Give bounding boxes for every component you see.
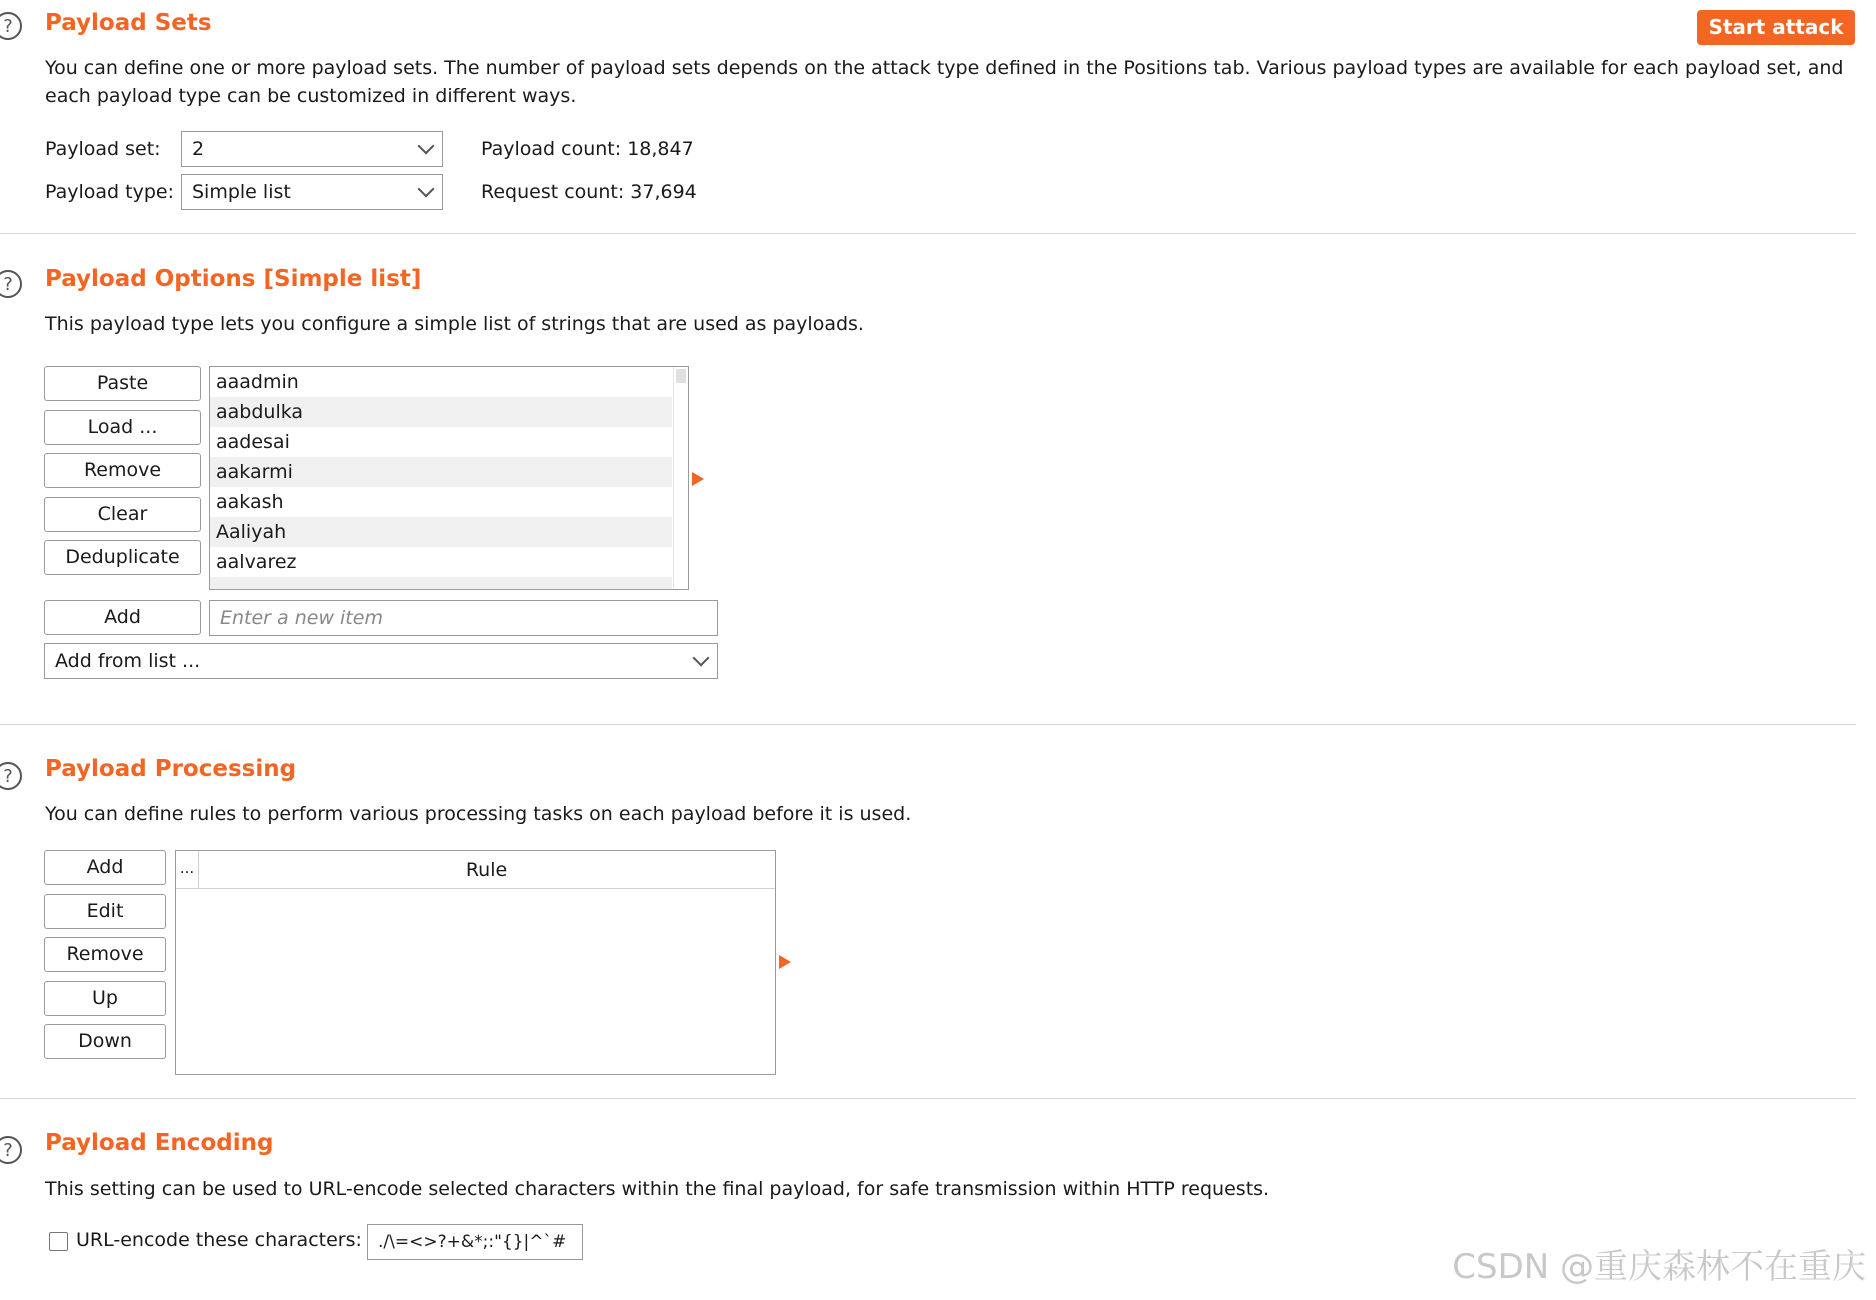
rules-table[interactable] — [175, 850, 776, 1075]
url-encode-chars-input[interactable] — [367, 1224, 583, 1260]
expand-arrow-icon[interactable] — [779, 955, 791, 969]
load-button[interactable]: Load ... — [44, 410, 201, 445]
rules-table-header — [176, 851, 775, 889]
edit-rule-button[interactable]: Edit — [44, 894, 166, 929]
url-encode-label: URL-encode these characters: — [76, 1229, 362, 1251]
add-from-list-label: Add from list ... — [55, 650, 201, 672]
payload-set-value: 2 — [192, 138, 205, 160]
payload-sets-description-line1: You can define one or more payload sets. The number of payload sets depends on the attack type defined in the Positions tab. Various payload types are available for each payload set, and — [45, 57, 1844, 79]
paste-button[interactable]: Paste — [44, 366, 201, 401]
chevron-down-icon — [693, 650, 710, 667]
payload-type-label: Payload type: — [45, 181, 174, 203]
payload-options-title: Payload Options [Simple list] — [45, 266, 422, 292]
deduplicate-button[interactable]: Deduplicate — [44, 540, 201, 575]
list-item[interactable]: aaadmin — [216, 371, 299, 393]
help-icon[interactable]: ? — [0, 762, 22, 790]
list-item[interactable]: Aaliyah — [210, 517, 672, 547]
new-item-placeholder: Enter a new item — [220, 607, 383, 629]
scroll-thumb[interactable] — [676, 369, 686, 383]
chevron-down-icon — [418, 181, 435, 198]
list-item[interactable]: aabdulka — [210, 397, 672, 427]
payload-sets-title: Payload Sets — [45, 10, 212, 36]
rules-col-dots[interactable]: ... — [176, 851, 199, 888]
payload-set-select[interactable] — [181, 131, 443, 167]
payload-type-value: Simple list — [192, 181, 291, 203]
divider — [0, 233, 1856, 234]
payload-set-label: Payload set: — [45, 138, 161, 160]
expand-arrow-icon[interactable] — [692, 472, 704, 486]
help-icon[interactable]: ? — [0, 1136, 22, 1164]
payload-sets-description-line2: each payload type can be customized in different ways. — [45, 85, 577, 107]
new-item-input[interactable] — [209, 600, 718, 636]
watermark: CSDN @重庆森林不在重庆 — [1452, 1247, 1866, 1287]
payload-count-label: Payload count: — [481, 138, 622, 160]
remove-button[interactable]: Remove — [44, 453, 201, 488]
list-item-partial[interactable] — [210, 577, 672, 590]
up-rule-button[interactable]: Up — [44, 981, 166, 1016]
down-rule-button[interactable]: Down — [44, 1024, 166, 1059]
request-count-label: Request count: — [481, 181, 625, 203]
help-icon[interactable]: ? — [0, 270, 22, 298]
payload-type-select[interactable] — [181, 174, 443, 210]
chevron-down-icon — [418, 138, 435, 155]
help-icon[interactable]: ? — [0, 12, 22, 40]
rules-col-rule[interactable]: Rule — [465, 859, 508, 881]
list-item[interactable]: aakarmi — [210, 457, 672, 487]
remove-rule-button[interactable]: Remove — [44, 937, 166, 972]
add-rule-button[interactable]: Add — [44, 850, 166, 885]
add-item-button[interactable]: Add — [44, 600, 201, 635]
payload-count-value: 18,847 — [627, 138, 694, 160]
request-count-value: 37,694 — [630, 181, 697, 203]
payload-sets-description — [45, 54, 1845, 110]
payload-list[interactable] — [209, 366, 689, 590]
payload-encoding-title: Payload Encoding — [45, 1130, 274, 1156]
list-item[interactable]: aakash — [216, 491, 284, 513]
payload-count — [481, 138, 694, 160]
divider — [0, 1098, 1856, 1099]
start-attack-button[interactable]: Start attack — [1697, 10, 1855, 45]
divider — [0, 724, 1856, 725]
list-item[interactable]: aalvarez — [216, 551, 297, 573]
request-count — [481, 181, 697, 203]
list-item[interactable]: aadesai — [216, 431, 290, 453]
payload-processing-title: Payload Processing — [45, 756, 297, 782]
payload-options-description: This payload type lets you configure a simple list of strings that are used as payloads. — [45, 313, 864, 335]
payload-processing-description: You can define rules to perform various processing tasks on each payload before it is used. — [45, 803, 912, 825]
list-scrollbar[interactable] — [673, 367, 688, 589]
url-encode-checkbox[interactable] — [49, 1232, 68, 1251]
add-from-list-select[interactable] — [44, 643, 718, 679]
url-encode-chars-value: ./\=<>?+&*;:"{}|^`# — [378, 1232, 567, 1252]
payload-encoding-description: This setting can be used to URL-encode selected characters within the final payload, for safe transmission within HTTP requests. — [45, 1178, 1270, 1200]
clear-button[interactable]: Clear — [44, 497, 201, 532]
